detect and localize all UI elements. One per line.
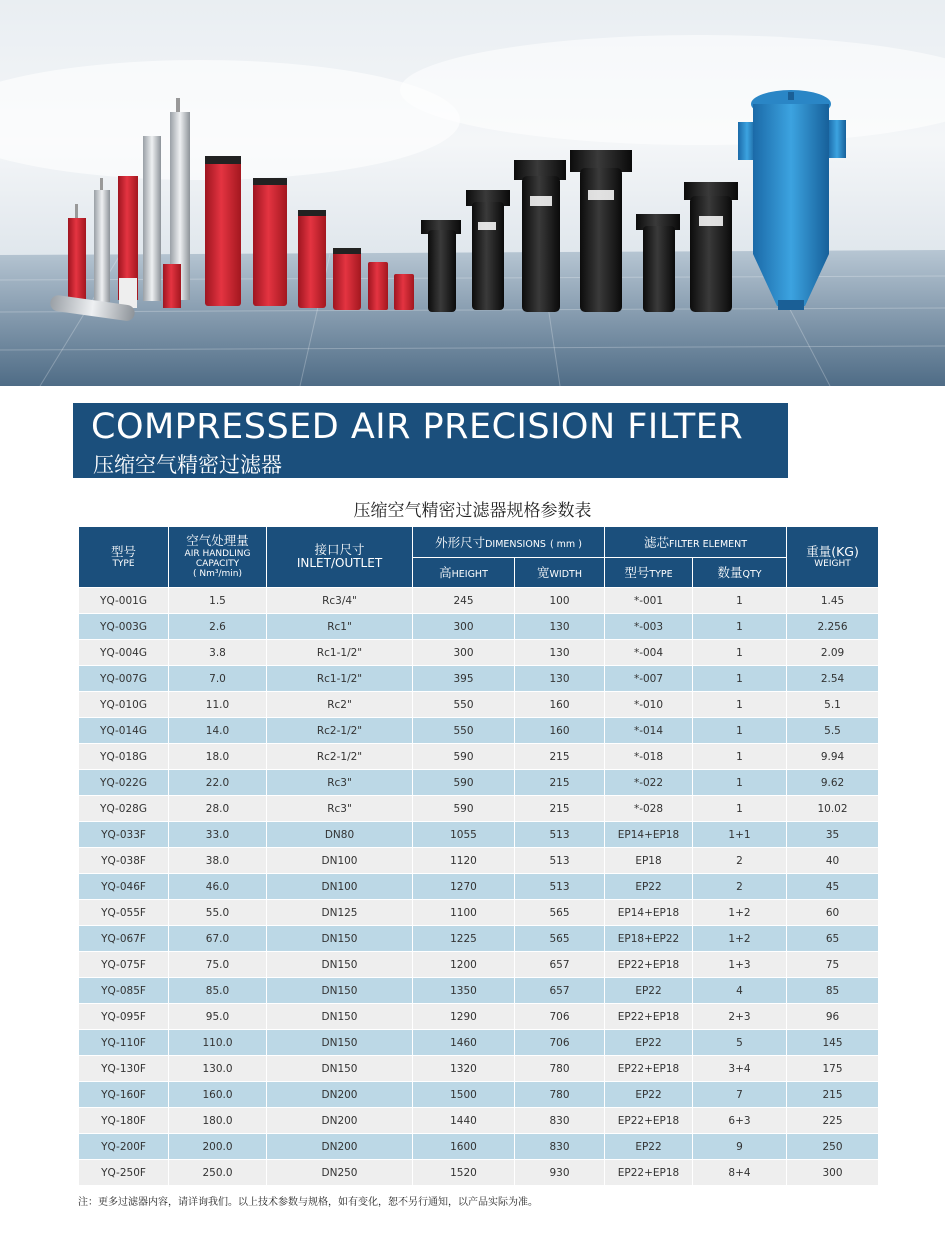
cell-capacity: 33.0 <box>169 822 267 848</box>
cell-height: 550 <box>413 692 515 718</box>
cell-inlet: DN150 <box>267 978 413 1004</box>
cell-inlet: DN250 <box>267 1160 413 1186</box>
cell-weight: 75 <box>787 952 879 978</box>
cell-qty: 8+4 <box>693 1160 787 1186</box>
cell-qty: 1+2 <box>693 926 787 952</box>
cell-weight: 250 <box>787 1134 879 1160</box>
cell-capacity: 14.0 <box>169 718 267 744</box>
cell-inlet: DN100 <box>267 848 413 874</box>
header-type: 型号 TYPE <box>79 527 169 588</box>
cell-width: 830 <box>515 1134 605 1160</box>
cell-weight: 2.256 <box>787 614 879 640</box>
cell-element-type: *-018 <box>605 744 693 770</box>
cell-capacity: 38.0 <box>169 848 267 874</box>
cell-weight: 175 <box>787 1056 879 1082</box>
cell-qty: 1+3 <box>693 952 787 978</box>
cell-width: 565 <box>515 900 605 926</box>
cell-type: YQ-160F <box>79 1082 169 1108</box>
cell-height: 1270 <box>413 874 515 900</box>
cell-element-type: EP22 <box>605 978 693 1004</box>
cell-qty: 1 <box>693 744 787 770</box>
cell-type: YQ-055F <box>79 900 169 926</box>
cell-element-type: *-003 <box>605 614 693 640</box>
cell-width: 780 <box>515 1082 605 1108</box>
table-row <box>79 1108 879 1134</box>
cell-type: YQ-003G <box>79 614 169 640</box>
cell-inlet: DN150 <box>267 926 413 952</box>
cell-inlet: Rc1-1/2" <box>267 666 413 692</box>
cell-type: YQ-014G <box>79 718 169 744</box>
cell-qty: 4 <box>693 978 787 1004</box>
cell-height: 590 <box>413 770 515 796</box>
cell-inlet: DN200 <box>267 1134 413 1160</box>
cell-type: YQ-200F <box>79 1134 169 1160</box>
header-width: 宽WIDTH <box>515 558 605 588</box>
cell-inlet: Rc1-1/2" <box>267 640 413 666</box>
cell-element-type: EP22+EP18 <box>605 1004 693 1030</box>
cell-capacity: 46.0 <box>169 874 267 900</box>
cell-type: YQ-028G <box>79 796 169 822</box>
cell-type: YQ-250F <box>79 1160 169 1186</box>
cell-qty: 1 <box>693 770 787 796</box>
cell-height: 590 <box>413 744 515 770</box>
hero-illustration <box>0 0 945 386</box>
cell-weight: 45 <box>787 874 879 900</box>
cell-qty: 2 <box>693 874 787 900</box>
cell-qty: 1 <box>693 796 787 822</box>
cell-height: 245 <box>413 588 515 614</box>
table-row <box>79 614 879 640</box>
cell-height: 1500 <box>413 1082 515 1108</box>
cell-capacity: 18.0 <box>169 744 267 770</box>
cell-element-type: EP14+EP18 <box>605 822 693 848</box>
table-row <box>79 848 879 874</box>
cell-weight: 10.02 <box>787 796 879 822</box>
cell-height: 590 <box>413 796 515 822</box>
cell-height: 300 <box>413 640 515 666</box>
cell-type: YQ-046F <box>79 874 169 900</box>
cell-element-type: *-007 <box>605 666 693 692</box>
cell-capacity: 95.0 <box>169 1004 267 1030</box>
cell-weight: 300 <box>787 1160 879 1186</box>
cell-type: YQ-018G <box>79 744 169 770</box>
cell-height: 1440 <box>413 1108 515 1134</box>
cell-weight: 40 <box>787 848 879 874</box>
cell-width: 657 <box>515 978 605 1004</box>
cell-capacity: 110.0 <box>169 1030 267 1056</box>
cell-capacity: 1.5 <box>169 588 267 614</box>
header-element-type: 型号TYPE <box>605 558 693 588</box>
cell-width: 780 <box>515 1056 605 1082</box>
cell-width: 513 <box>515 874 605 900</box>
cell-qty: 1+2 <box>693 900 787 926</box>
cell-type: YQ-004G <box>79 640 169 666</box>
cell-type: YQ-033F <box>79 822 169 848</box>
cell-weight: 145 <box>787 1030 879 1056</box>
cell-qty: 7 <box>693 1082 787 1108</box>
hero-product-photo <box>0 0 945 386</box>
cell-width: 130 <box>515 640 605 666</box>
cell-element-type: EP14+EP18 <box>605 900 693 926</box>
cell-weight: 65 <box>787 926 879 952</box>
table-row <box>79 1030 879 1056</box>
cell-type: YQ-007G <box>79 666 169 692</box>
cell-type: YQ-010G <box>79 692 169 718</box>
cell-height: 1055 <box>413 822 515 848</box>
table-row <box>79 588 879 614</box>
cell-inlet: Rc2-1/2" <box>267 718 413 744</box>
cell-inlet: Rc2-1/2" <box>267 744 413 770</box>
cell-width: 215 <box>515 796 605 822</box>
cell-weight: 96 <box>787 1004 879 1030</box>
cell-inlet: DN150 <box>267 952 413 978</box>
cell-element-type: *-010 <box>605 692 693 718</box>
cell-inlet: DN100 <box>267 874 413 900</box>
cell-width: 160 <box>515 718 605 744</box>
table-row <box>79 926 879 952</box>
cell-weight: 85 <box>787 978 879 1004</box>
cell-height: 1600 <box>413 1134 515 1160</box>
cell-inlet: DN80 <box>267 822 413 848</box>
cell-height: 1225 <box>413 926 515 952</box>
cell-qty: 9 <box>693 1134 787 1160</box>
table-row <box>79 900 879 926</box>
cell-type: YQ-085F <box>79 978 169 1004</box>
cell-qty: 6+3 <box>693 1108 787 1134</box>
cell-element-type: EP22 <box>605 1134 693 1160</box>
cell-capacity: 180.0 <box>169 1108 267 1134</box>
cell-capacity: 7.0 <box>169 666 267 692</box>
cell-qty: 5 <box>693 1030 787 1056</box>
cell-weight: 9.62 <box>787 770 879 796</box>
cell-inlet: Rc3/4" <box>267 588 413 614</box>
cell-inlet: Rc3" <box>267 770 413 796</box>
table-row <box>79 874 879 900</box>
cell-type: YQ-075F <box>79 952 169 978</box>
cell-height: 1460 <box>413 1030 515 1056</box>
cell-weight: 225 <box>787 1108 879 1134</box>
cell-weight: 60 <box>787 900 879 926</box>
page-title-cn: 压缩空气精密过滤器 <box>93 453 282 477</box>
cell-element-type: EP22 <box>605 1030 693 1056</box>
cell-element-type: EP18+EP22 <box>605 926 693 952</box>
cell-inlet: DN200 <box>267 1082 413 1108</box>
cell-capacity: 130.0 <box>169 1056 267 1082</box>
cell-element-type: EP22 <box>605 874 693 900</box>
cell-qty: 1 <box>693 588 787 614</box>
cell-width: 100 <box>515 588 605 614</box>
cell-height: 1350 <box>413 978 515 1004</box>
cell-inlet: Rc2" <box>267 692 413 718</box>
cell-element-type: *-004 <box>605 640 693 666</box>
cell-qty: 2+3 <box>693 1004 787 1030</box>
cell-element-type: *-001 <box>605 588 693 614</box>
table-row <box>79 770 879 796</box>
cell-width: 215 <box>515 744 605 770</box>
cell-height: 1320 <box>413 1056 515 1082</box>
cell-inlet: DN200 <box>267 1108 413 1134</box>
cell-inlet: DN150 <box>267 1004 413 1030</box>
header-height: 高HEIGHT <box>413 558 515 588</box>
cell-inlet: Rc3" <box>267 796 413 822</box>
table-title: 压缩空气精密过滤器规格参数表 <box>353 501 592 521</box>
cell-type: YQ-130F <box>79 1056 169 1082</box>
cell-weight: 35 <box>787 822 879 848</box>
spec-table-body <box>79 588 879 1186</box>
cell-width: 706 <box>515 1030 605 1056</box>
cell-height: 1200 <box>413 952 515 978</box>
cell-inlet: DN150 <box>267 1056 413 1082</box>
cell-element-type: EP22 <box>605 1082 693 1108</box>
cell-type: YQ-001G <box>79 588 169 614</box>
cell-capacity: 200.0 <box>169 1134 267 1160</box>
cell-qty: 1 <box>693 666 787 692</box>
cell-element-type: *-028 <box>605 796 693 822</box>
cell-width: 513 <box>515 822 605 848</box>
cell-qty: 2 <box>693 848 787 874</box>
cell-type: YQ-110F <box>79 1030 169 1056</box>
cell-height: 395 <box>413 666 515 692</box>
cell-capacity: 22.0 <box>169 770 267 796</box>
cell-weight: 2.09 <box>787 640 879 666</box>
cell-capacity: 75.0 <box>169 952 267 978</box>
header-inlet: 接口尺寸 INLET/OUTLET <box>267 527 413 588</box>
cell-width: 830 <box>515 1108 605 1134</box>
cell-type: YQ-067F <box>79 926 169 952</box>
table-row <box>79 1134 879 1160</box>
cell-width: 215 <box>515 770 605 796</box>
title-banner <box>73 403 788 478</box>
table-row <box>79 744 879 770</box>
table-row <box>79 952 879 978</box>
page-title-en: COMPRESSED AIR PRECISION FILTER <box>91 407 744 447</box>
cell-type: YQ-022G <box>79 770 169 796</box>
table-row <box>79 978 879 1004</box>
cell-weight: 9.94 <box>787 744 879 770</box>
cell-inlet: Rc1" <box>267 614 413 640</box>
cell-height: 300 <box>413 614 515 640</box>
cell-qty: 3+4 <box>693 1056 787 1082</box>
cell-element-type: *-014 <box>605 718 693 744</box>
header-weight: 重量(KG) WEIGHT <box>787 527 879 588</box>
cell-width: 130 <box>515 666 605 692</box>
cell-capacity: 28.0 <box>169 796 267 822</box>
cell-height: 1120 <box>413 848 515 874</box>
cell-width: 160 <box>515 692 605 718</box>
cell-width: 130 <box>515 614 605 640</box>
cell-capacity: 3.8 <box>169 640 267 666</box>
cell-qty: 1 <box>693 718 787 744</box>
cell-width: 930 <box>515 1160 605 1186</box>
cell-capacity: 11.0 <box>169 692 267 718</box>
cell-capacity: 67.0 <box>169 926 267 952</box>
cell-element-type: EP22+EP18 <box>605 1108 693 1134</box>
cell-element-type: EP22+EP18 <box>605 1056 693 1082</box>
cell-qty: 1+1 <box>693 822 787 848</box>
cell-capacity: 85.0 <box>169 978 267 1004</box>
table-row <box>79 822 879 848</box>
header-dimensions: 外形尺寸DIMENSIONS ( mm ) <box>413 527 605 558</box>
cell-qty: 1 <box>693 692 787 718</box>
cell-type: YQ-038F <box>79 848 169 874</box>
cell-width: 513 <box>515 848 605 874</box>
cell-qty: 1 <box>693 640 787 666</box>
cell-element-type: EP18 <box>605 848 693 874</box>
table-row <box>79 1004 879 1030</box>
table-row <box>79 718 879 744</box>
table-row <box>79 692 879 718</box>
footnote: 注：更多过滤器内容，请详询我们。以上技术参数与规格，如有变化，恕不另行通知，以产品实际为准。 <box>78 1197 538 1208</box>
cell-capacity: 250.0 <box>169 1160 267 1186</box>
cell-element-type: EP22+EP18 <box>605 952 693 978</box>
table-row <box>79 666 879 692</box>
cell-height: 1520 <box>413 1160 515 1186</box>
header-capacity: 空气处理量 AIR HANDLING CAPACITY ( Nm³/min) <box>169 527 267 588</box>
cell-weight: 1.45 <box>787 588 879 614</box>
cell-weight: 2.54 <box>787 666 879 692</box>
cell-weight: 215 <box>787 1082 879 1108</box>
cell-weight: 5.1 <box>787 692 879 718</box>
cell-inlet: DN125 <box>267 900 413 926</box>
cell-weight: 5.5 <box>787 718 879 744</box>
table-row <box>79 1082 879 1108</box>
cell-height: 1100 <box>413 900 515 926</box>
cell-capacity: 160.0 <box>169 1082 267 1108</box>
cell-width: 706 <box>515 1004 605 1030</box>
table-row <box>79 1056 879 1082</box>
table-row <box>79 640 879 666</box>
cell-capacity: 55.0 <box>169 900 267 926</box>
table-row <box>79 1160 879 1186</box>
cell-capacity: 2.6 <box>169 614 267 640</box>
cell-type: YQ-095F <box>79 1004 169 1030</box>
cell-width: 657 <box>515 952 605 978</box>
cell-width: 565 <box>515 926 605 952</box>
cell-type: YQ-180F <box>79 1108 169 1134</box>
cell-height: 1290 <box>413 1004 515 1030</box>
cell-element-type: *-022 <box>605 770 693 796</box>
cell-element-type: EP22+EP18 <box>605 1160 693 1186</box>
header-filter-element: 滤芯FILTER ELEMENT <box>605 527 787 558</box>
header-qty: 数量QTY <box>693 558 787 588</box>
cell-qty: 1 <box>693 614 787 640</box>
cell-height: 550 <box>413 718 515 744</box>
cell-inlet: DN150 <box>267 1030 413 1056</box>
table-row <box>79 796 879 822</box>
spec-table <box>78 526 879 1186</box>
